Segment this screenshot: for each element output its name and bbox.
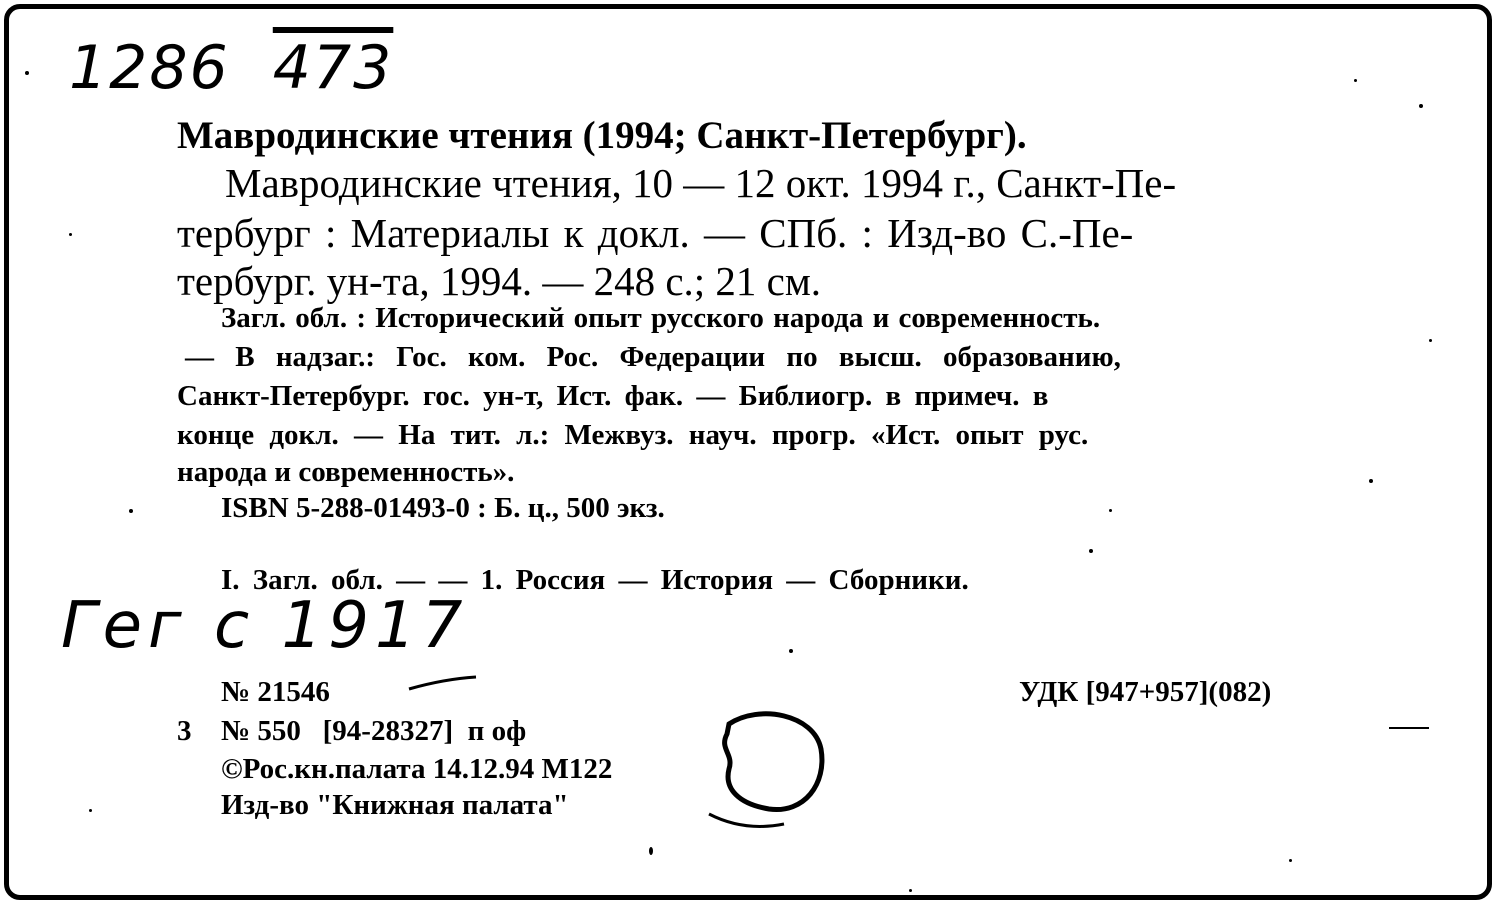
note-line: Загл. обл. : Исторический опыт русского народа и современность.: [221, 302, 1101, 334]
left-digit: 3: [177, 715, 192, 747]
call-number: [69, 33, 393, 103]
call-number-suffix: 473: [272, 33, 394, 103]
main-line: тербург : Материалы к докл. — СПб. : Изд-во С.-Пе-: [177, 210, 1134, 256]
oval-stamp-icon: [689, 704, 839, 844]
note-line: народа и современность».: [177, 456, 515, 488]
tracing-line: I. Загл. обл. — — 1. Россия — История — Сборники.: [221, 564, 969, 596]
call-number-main: 1286: [69, 33, 230, 103]
main-line: Мавродинские чтения, 10 — 12 окт. 1994 г., Санкт-Пе-: [225, 160, 1177, 206]
order-line: № 550 [94-28327] п оф: [221, 715, 527, 747]
handwritten-shelf-mark: Гег с 1917: [61, 589, 469, 663]
shelf-mark-underline: [404, 649, 484, 699]
card-number: № 21546: [221, 676, 330, 708]
book-chamber-line: ©Рос.кн.палата 14.12.94 М122: [221, 753, 613, 785]
udk-code: УДК [947+957](082): [1019, 676, 1272, 708]
card-heading: Мавродинские чтения (1994; Санкт-Петербург).: [177, 114, 1027, 157]
catalog-card: [4, 4, 1492, 900]
note-line: конце докл. — На тит. л.: Межвуз. науч. прогр. «Ист. опыт рус.: [177, 419, 1089, 451]
main-line: тербург. ун-та, 1994. — 248 с.; 21 см.: [177, 258, 822, 304]
publisher-line: Изд-во "Книжная палата": [221, 789, 569, 821]
note-line: Санкт-Петербург. гос. ун-т, Ист. фак. — Библиогр. в примеч. в: [177, 380, 1049, 412]
isbn-line: ISBN 5-288-01493-0 : Б. ц., 500 экз.: [221, 492, 665, 524]
note-line: — В надзаг.: Гос. ком. Рос. Федерации по высш. образованию,: [185, 341, 1121, 373]
